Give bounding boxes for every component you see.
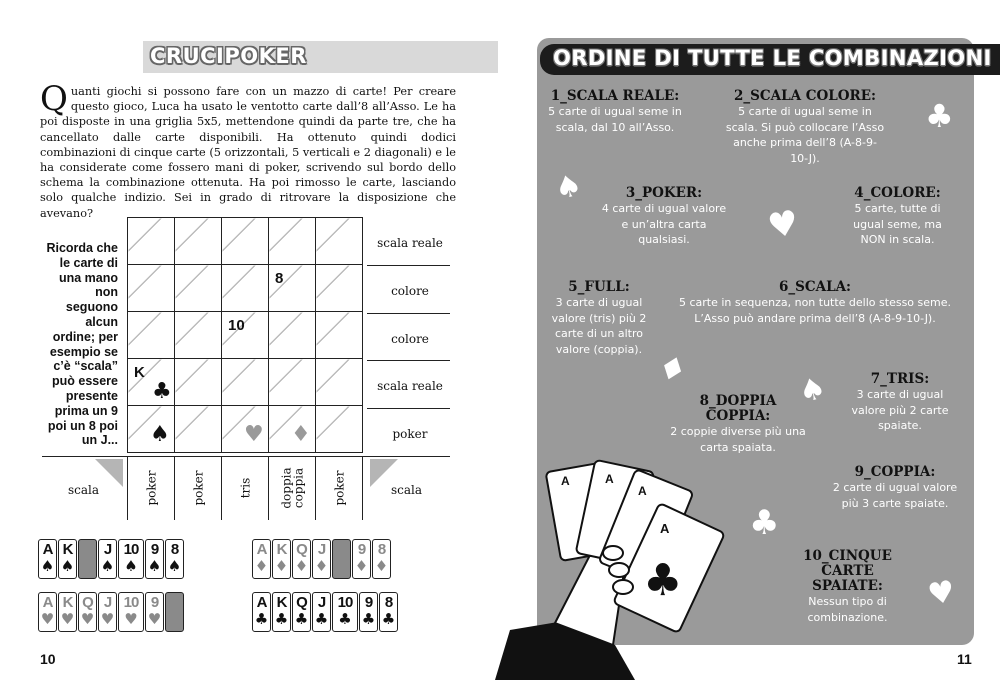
intro-paragraph [40, 79, 456, 221]
page-number-left: 10 [40, 651, 56, 667]
playing-card [352, 539, 371, 579]
diamond-icon: ♦ [354, 557, 369, 575]
heart-icon: ♥ [147, 610, 162, 628]
grid-cell[interactable] [222, 359, 269, 406]
grid-cell[interactable] [175, 265, 222, 312]
finger-shape [613, 580, 633, 594]
grid-line [367, 265, 450, 266]
card-rank: 8 [384, 594, 393, 611]
grid-cell[interactable] [222, 312, 269, 359]
club-icon: ♣ [361, 610, 376, 628]
row-label-2: colore [391, 283, 429, 298]
spade-icon: ♠ [167, 557, 182, 575]
club-icon: ♣ [152, 379, 172, 404]
spade-icon: ♠ [150, 422, 170, 447]
intro-text: uanti giochi si possono fare con un mazzo di carte! Per creare questo gioco, Luca ha usato le ventotto carte dall’8 all’Asso. Le ha poi disposte in una griglia 5x5, mettendone quindi da parte tre, che ha cancellato dalle carte disponibili. Ha ottenuto quindi dodici combinazioni di cinque carte (5 orizzontali, 5 verticali e 2 diagonali) e le ha considerate come fossero mani di poker, scrivendo sul bordo dello schema la combinazione ottenuta. Ha poi rimosso le carte, lasciando solo qualche indizio. Sei in grado di ritrovare la disposizione che avevano? [40, 85, 456, 220]
combo-3: 3_POKER: 4 carte di ugual valore e un’altra carta qualsiasi. [601, 185, 727, 246]
playing-card [252, 539, 271, 579]
diamond-icon: ♦ [314, 557, 329, 575]
heart-icon: ♥ [124, 610, 138, 628]
card-row-diamonds [252, 539, 391, 579]
playing-card [372, 539, 391, 579]
grid-cell[interactable] [175, 218, 222, 265]
playing-card [58, 539, 77, 579]
club-icon: ♣ [643, 555, 683, 606]
svg-text:A: A [638, 484, 647, 498]
card-rank: J [317, 541, 326, 558]
grid-cell[interactable] [316, 312, 363, 359]
col-label-1: poker [144, 470, 159, 506]
row-label-3: colore [391, 331, 429, 346]
grid-line [367, 408, 450, 409]
card-rank: J [103, 541, 112, 558]
diamond-icon: ♦ [294, 557, 309, 575]
row-label-4: scala reale [377, 378, 443, 393]
grid-cell[interactable] [222, 265, 269, 312]
club-icon: ♣ [925, 97, 954, 135]
card-rank: 10 [337, 594, 353, 611]
playing-card [165, 539, 184, 579]
spade-icon: ♠ [40, 557, 55, 575]
crossed-out-card [332, 539, 351, 579]
col-label-3: tris [238, 477, 253, 499]
puzzle-grid [127, 217, 363, 453]
card-rank: A [256, 541, 267, 558]
club-icon: ♣ [294, 610, 309, 628]
grid-cell[interactable] [269, 265, 316, 312]
club-icon: ♣ [749, 503, 780, 543]
club-icon: ♣ [381, 610, 396, 628]
heart-icon: ♥ [60, 610, 75, 628]
intro-dropcap: Q [40, 79, 68, 119]
card-rank: K [276, 594, 287, 611]
grid-line [367, 360, 450, 361]
playing-card [78, 592, 97, 632]
grid-cell[interactable] [316, 406, 363, 453]
spade-icon: ♠ [147, 557, 162, 575]
grid-cell[interactable] [175, 359, 222, 406]
heart-icon: ♥ [40, 610, 55, 628]
diamond-icon: ♦ [274, 557, 289, 575]
playing-card [118, 592, 144, 632]
grid-cell[interactable] [128, 265, 175, 312]
combo-4: 4_COLORE: 5 carte, tutte di ugual seme, ma NON in scala. [853, 185, 942, 246]
diamond-icon: ♦ [291, 422, 311, 447]
combo-6: 6_SCALA: 5 carte in sequenza, non tutte dello stesso seme. L’Asso può andare prima dell’8 (A-8-9-10-J). [678, 279, 952, 325]
svg-text:A: A [660, 521, 670, 536]
grid-row [128, 265, 363, 312]
row-label-5: poker [392, 426, 428, 441]
grid-cell[interactable] [316, 218, 363, 265]
card-rank: 8 [377, 541, 386, 558]
card-rank: 8 [170, 541, 179, 558]
card-rank: 9 [357, 541, 366, 558]
diamond-icon: ♦ [254, 557, 269, 575]
playing-card [312, 592, 331, 632]
grid-cell[interactable] [128, 359, 175, 406]
playing-card [312, 539, 331, 579]
playing-card [292, 592, 311, 632]
spade-icon: ♠ [60, 557, 75, 575]
spade-icon: ♠ [794, 370, 830, 411]
grid-cell[interactable] [269, 312, 316, 359]
combo-8: 8_DOPPIA COPPIA: 2 coppie diverse più una carta spaiata. [670, 393, 806, 454]
combo-5: 5_FULL: 3 carte di ugual valore (tris) più 2 carte di un altro valore (coppia). [551, 279, 647, 356]
club-icon: ♣ [254, 610, 269, 628]
grid-cell[interactable] [175, 312, 222, 359]
diamond-icon: ♦ [652, 346, 693, 392]
card-rank: 9 [364, 594, 373, 611]
crossed-out-card [78, 539, 97, 579]
card-rank: Q [82, 594, 93, 611]
combo-7: 7_TRIS: 3 carte di ugual valore più 2 carte spaiate. [851, 371, 949, 432]
page-title-combinations: ORDINE DI TUTTE LE COMBINAZIONI [553, 46, 992, 70]
card-rank: 10 [123, 541, 139, 558]
playing-card [58, 592, 77, 632]
card-rank: J [103, 594, 112, 611]
reminder-note: Ricorda che le carte di una mano non seguono alcun ordine; per esempio se c’è “scala” può essere presente prima un 9 poi un 8 poi un J... [46, 241, 118, 448]
diagonal-arrow-left [95, 459, 123, 487]
playing-card [359, 592, 378, 632]
grid-cell[interactable] [222, 406, 269, 453]
page-title-crucipoker: CRUCIPOKER [150, 44, 307, 68]
diamond-icon: ♦ [374, 557, 389, 575]
grid-row [128, 406, 363, 453]
card-rank: K [276, 541, 287, 558]
heart-icon: ♥ [764, 202, 802, 248]
combo-2: 2_SCALA COLORE: 5 carte di ugual seme in scala. Si può collocare l’Asso anche prima dell’8 (A-8-9-10-J). [725, 88, 885, 165]
card-rank: A [256, 594, 267, 611]
playing-card [118, 539, 144, 579]
grid-row [128, 312, 363, 359]
col-label-2: poker [191, 470, 206, 506]
grid-cell[interactable] [222, 218, 269, 265]
grid-row [128, 218, 363, 265]
heart-icon: ♥ [244, 422, 264, 447]
club-icon: ♣ [314, 610, 329, 628]
grid-cell[interactable] [316, 265, 363, 312]
heart-icon: ♥ [80, 610, 95, 628]
card-rank: A [42, 541, 53, 558]
spade-icon: ♠ [550, 167, 586, 208]
playing-card [252, 592, 271, 632]
combo-10: 10_CINQUE CARTE SPAIATE: Nessun tipo di combinazione. [803, 548, 892, 624]
spade-icon: ♠ [100, 557, 115, 575]
grid-cell[interactable] [269, 218, 316, 265]
card-rank: K [62, 541, 73, 558]
card-rank: 9 [150, 594, 159, 611]
page-number-right: 11 [957, 651, 972, 667]
grid-line [367, 313, 450, 314]
crossed-out-card [165, 592, 184, 632]
playing-card [379, 592, 398, 632]
diagonal-label-left: scala [68, 483, 100, 497]
heart-icon: ♥ [925, 573, 958, 614]
playing-card [332, 592, 358, 632]
grid-cell[interactable] [316, 359, 363, 406]
grid-cell[interactable] [128, 406, 175, 453]
playing-card [98, 592, 117, 632]
clue-rank: 8 [275, 270, 284, 287]
diagonal-label-right: scala [391, 483, 423, 497]
playing-card [292, 539, 311, 579]
combo-9: 9_COPPIA: 2 carte di ugual valore più 3 carte spaiate. [832, 464, 958, 510]
club-icon: ♣ [338, 610, 352, 628]
grid-cell[interactable] [175, 406, 222, 453]
card-rank: J [317, 594, 326, 611]
playing-card [98, 539, 117, 579]
grid-row [128, 359, 363, 406]
svg-text:A: A [561, 474, 570, 488]
spade-icon: ♠ [124, 557, 138, 575]
card-rank: A [42, 594, 53, 611]
grid-cell[interactable] [128, 312, 175, 359]
hand-with-cards-illustration [495, 455, 755, 680]
grid-cell[interactable] [269, 406, 316, 453]
combo-1: 1_SCALA REALE: 5 carte di ugual seme in scala, dal 10 all’Asso. [548, 88, 682, 134]
clue-rank: K [134, 364, 145, 381]
finger-shape [603, 546, 623, 560]
card-rank: K [62, 594, 73, 611]
card-rank: Q [296, 594, 307, 611]
playing-card [38, 592, 57, 632]
col-label-5: poker [332, 470, 347, 506]
finger-shape [609, 563, 629, 577]
card-row-clubs [252, 592, 398, 632]
svg-text:A: A [605, 472, 614, 486]
playing-card [145, 539, 164, 579]
clue-rank: 10 [228, 317, 245, 334]
card-row-spades [38, 539, 184, 579]
card-rank: 9 [150, 541, 159, 558]
card-rank: Q [296, 541, 307, 558]
col-label-4: doppia coppia [279, 467, 306, 509]
playing-card [272, 539, 291, 579]
playing-card [38, 539, 57, 579]
heart-icon: ♥ [100, 610, 115, 628]
grid-cell[interactable] [269, 359, 316, 406]
playing-card [145, 592, 164, 632]
club-icon: ♣ [274, 610, 289, 628]
card-rank: 10 [123, 594, 139, 611]
card-row-hearts [38, 592, 184, 632]
playing-card [272, 592, 291, 632]
grid-cell[interactable] [128, 218, 175, 265]
row-label-1: scala reale [377, 235, 443, 250]
